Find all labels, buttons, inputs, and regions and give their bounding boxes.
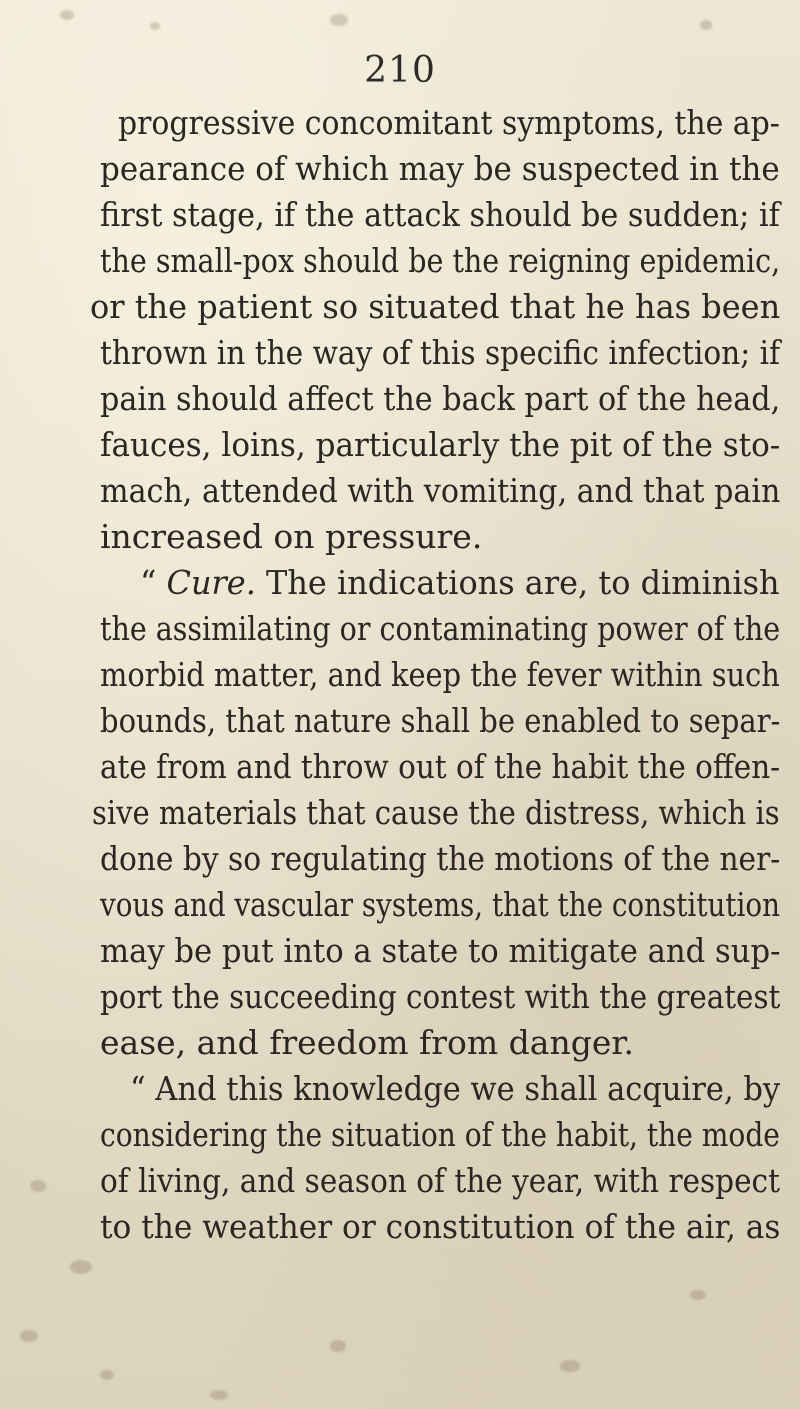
text-line: progressive concomitant symptoms, the ap-: [118, 103, 780, 142]
text-line: ate from and throw out of the habit the offen-: [100, 747, 781, 786]
text-line: “ And this knowledge we shall acquire, by: [130, 1069, 781, 1108]
text-line: considering the situation of the habit, the mode: [100, 1115, 780, 1154]
text-line: thrown in the way of this specific infection; if: [100, 333, 781, 372]
foxing-spot: [20, 1330, 38, 1342]
text-line: vous and vascular systems, that the constitution: [100, 885, 781, 924]
foxing-spot: [700, 20, 712, 30]
text-line: may be put into a state to mitigate and sup-: [100, 931, 781, 970]
text-line: bounds, that nature shall be enabled to separ-: [100, 701, 781, 740]
text-line: ease, and freedom from danger.: [100, 1023, 634, 1062]
text-line: pain should affect the back part of the head,: [100, 379, 781, 418]
text-line: sive materials that cause the distress, which is: [92, 793, 780, 832]
foxing-spot: [150, 22, 160, 30]
foxing-spot: [560, 1360, 580, 1372]
foxing-spot: [100, 1370, 114, 1380]
foxing-spot: [210, 1390, 228, 1400]
foxing-spot: [70, 1260, 92, 1274]
text-line: to the weather or constitution of the air, as: [100, 1207, 781, 1246]
text-line: first stage, if the attack should be sudden; if: [100, 195, 780, 234]
foxing-spot: [30, 1180, 46, 1192]
text-line: the assimilating or contaminating power of the: [100, 609, 781, 648]
text-line: the small-pox should be the reigning epidemic,: [100, 241, 781, 280]
text-line: increased on pressure.: [100, 517, 483, 556]
foxing-spot: [690, 1290, 706, 1300]
text-line: mach, attended with vomiting, and that pain: [100, 471, 781, 510]
text-line: fauces, loins, particularly the pit of the sto-: [100, 425, 781, 464]
text-line: port the succeeding contest with the greatest: [100, 977, 781, 1016]
foxing-spot: [60, 10, 74, 20]
text-line: of living, and season of the year, with respect: [100, 1161, 780, 1200]
text-line: morbid matter, and keep the fever within such: [100, 655, 780, 694]
cure-quote: “: [140, 563, 167, 602]
text-line: or the patient so situated that he has been: [90, 287, 781, 326]
foxing-spot: [330, 14, 348, 26]
cure-text: The indications are, to diminish: [255, 563, 780, 602]
cure-line: [140, 560, 780, 606]
cure-heading: Cure.: [166, 563, 256, 602]
text-line: done by so regulating the motions of the ner-: [100, 839, 781, 878]
text-line: pearance of which may be suspected in the: [100, 149, 780, 188]
foxing-spot: [330, 1340, 346, 1352]
page-number: 210: [364, 50, 436, 91]
